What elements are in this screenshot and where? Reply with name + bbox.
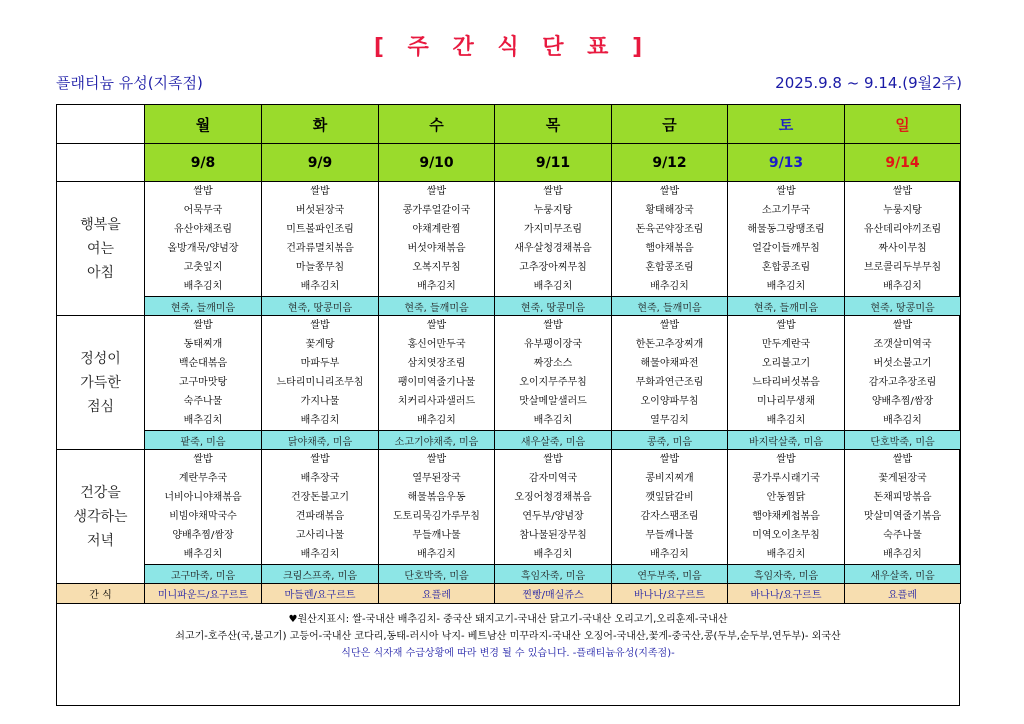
- weekly-menu-table: [56, 104, 961, 604]
- date-cell: 9/8: [145, 144, 262, 182]
- porridge-cell: 현죽, 들깨미음: [728, 297, 845, 316]
- dish-item: 배추김치: [766, 281, 806, 292]
- lunch-label-line: 가득한: [80, 374, 121, 391]
- porridge-cell: 고구마죽, 미음: [145, 565, 262, 584]
- dish-item: 삼치엿장조림: [407, 358, 466, 369]
- breakfast-menu-cell: [145, 182, 262, 297]
- dish-item: 가지미무조림: [524, 224, 582, 235]
- dish-item: 만두계란국: [761, 339, 811, 350]
- dish-item: 쌀밥: [426, 320, 447, 331]
- porridge-cell: 닭야채죽, 미음: [262, 431, 379, 450]
- dish-item: 배추김치: [417, 281, 456, 292]
- dish-item: 배추김치: [883, 415, 922, 426]
- dish-item: 백순대볶음: [178, 358, 228, 369]
- dish-item: 배추김치: [883, 281, 922, 292]
- porridge-cell: 현죽, 들깨미음: [612, 297, 728, 316]
- dish-item: 쌀밥: [892, 320, 913, 331]
- snack-label-cell: 간 식: [57, 584, 145, 604]
- dish-item: 쌀밥: [310, 320, 330, 331]
- dish-item: 쌀밥: [892, 186, 913, 197]
- dish-item: 쌀밥: [310, 454, 330, 465]
- menu-period: 2025.9.8 ~ 9.14.(9월2주): [775, 74, 962, 92]
- dish-item: 햄야채케첩볶음: [752, 511, 820, 522]
- dish-item: 쌀밥: [543, 186, 563, 197]
- dish-item: 조갯살미역국: [873, 339, 932, 350]
- date-corner-cell: [57, 144, 145, 182]
- dish-item: 홍신어만두국: [407, 339, 466, 350]
- header-corner-cell: [57, 105, 145, 144]
- dish-item: 짜장소스: [533, 358, 573, 369]
- lunch-menu-cell: [612, 316, 728, 431]
- dish-item: 어묵무국: [183, 205, 223, 216]
- dish-item: 돈채피망볶음: [873, 492, 932, 503]
- day-header-row: [57, 105, 961, 144]
- dish-item: 배추김치: [883, 549, 922, 560]
- date-cell: 9/11: [495, 144, 612, 182]
- dish-item: 누룽지탕: [533, 205, 573, 216]
- dish-item: 도토리묵김가루무침: [393, 511, 480, 522]
- dinner-menu-cell: [145, 450, 262, 565]
- dish-item: 쌀밥: [543, 320, 563, 331]
- lunch-menu-cell: [845, 316, 961, 431]
- dish-item: 버섯된장국: [295, 205, 345, 216]
- day-name-cell: 금: [612, 105, 728, 144]
- dish-item: 건과류멸치볶음: [286, 243, 354, 254]
- dish-item: 감자미역국: [528, 473, 578, 484]
- dish-item: 해물동그랑땡조림: [747, 224, 825, 235]
- dish-item: 쌀밥: [659, 186, 680, 197]
- breakfast-menu-cell: [262, 182, 379, 297]
- porridge-cell: 현죽, 들깨미음: [145, 297, 262, 316]
- porridge-cell: 새우살죽, 미음: [495, 431, 612, 450]
- dish-item: 숙주나물: [883, 530, 922, 541]
- porridge-cell: 소고기야채죽, 미음: [379, 431, 495, 450]
- dish-item: 참나물된장무침: [519, 530, 587, 541]
- dish-item: 쌀밥: [892, 454, 913, 465]
- date-row: [57, 144, 961, 182]
- date-cell: 9/9: [262, 144, 379, 182]
- porridge-cell: 현죽, 땅콩미음: [845, 297, 961, 316]
- dinner-menu-cell: [379, 450, 495, 565]
- dish-item: 쌀밥: [193, 320, 213, 331]
- dish-item: 쌀밥: [543, 454, 563, 465]
- porridge-cell: 크림스프죽, 미음: [262, 565, 379, 584]
- lunch-menu-cell: [379, 316, 495, 431]
- snack-cell: 마들렌/요구르트: [262, 584, 379, 604]
- dinner-menu-cell: [495, 450, 612, 565]
- snack-cell: 요플레: [845, 584, 961, 604]
- dish-item: 배추김치: [533, 281, 573, 292]
- date-cell: 9/12: [612, 144, 728, 182]
- notes-section: [56, 608, 960, 662]
- dish-item: 얼갈이들깨무침: [752, 243, 820, 254]
- store-name: 플래티늄 유성(지족점): [56, 74, 203, 92]
- dish-item: 해물볶음우동: [407, 492, 466, 503]
- dish-item: 오이지무주무침: [519, 377, 587, 388]
- dish-item: 무들깨나물: [412, 530, 461, 541]
- dish-item: 햄야채볶음: [645, 243, 694, 254]
- origin-note-line2: 쇠고기-호주산(국,불고기) 고등어-국내산 코다리,동태-러시아 낙지- 베트남산 미꾸라지-국내산 오징어-국내산,꽃게-중국산,콩(두부,순두부,연두부)- 외국산: [175, 631, 841, 642]
- dish-item: 느타리미니리조무침: [276, 377, 364, 388]
- snack-row: [57, 584, 961, 604]
- dish-item: 배추김치: [650, 281, 689, 292]
- dish-item: 고구마맛탕: [178, 377, 228, 388]
- day-name-cell: 일: [845, 105, 961, 144]
- dinner-menu-cell: [728, 450, 845, 565]
- dish-item: 고추장아찌무침: [519, 262, 587, 273]
- date-cell: 9/14: [845, 144, 961, 182]
- dish-item: 유산야채조림: [174, 224, 232, 235]
- dish-item: 유산데리야끼조림: [863, 224, 942, 235]
- dish-item: 느타리버섯볶음: [752, 377, 820, 388]
- breakfast-label-cell: [57, 182, 145, 316]
- dinner-label-line: 건강을: [80, 484, 121, 501]
- breakfast-menu-cell: [728, 182, 845, 297]
- breakfast-menu-cell: [495, 182, 612, 297]
- lunch-porridge-row: [57, 431, 961, 450]
- dish-item: 콩가루얼갈이국: [402, 205, 471, 216]
- dish-item: 미트볼파인조림: [286, 224, 354, 235]
- dish-item: 오이양파무침: [640, 396, 699, 407]
- dish-item: 무화과연근조림: [635, 377, 704, 388]
- dish-item: 브로콜리두부무침: [863, 262, 942, 273]
- dish-item: 올방개묵/양념장: [167, 243, 239, 254]
- dish-item: 감자스팸조림: [640, 511, 699, 522]
- dish-item: 쌀밥: [310, 186, 330, 197]
- snack-cell: 바나나/요구르트: [728, 584, 845, 604]
- dish-item: 배추김치: [183, 415, 223, 426]
- porridge-cell: 단호박죽, 미음: [379, 565, 495, 584]
- day-name-cell: 화: [262, 105, 379, 144]
- dish-item: 쌀밥: [659, 454, 680, 465]
- dish-item: 쌀밥: [193, 186, 213, 197]
- dish-item: 마늘쫑무침: [295, 262, 345, 273]
- porridge-cell: 흑임자죽, 미음: [495, 565, 612, 584]
- dinner-menu-cell: [612, 450, 728, 565]
- dish-item: 맛살메알샐러드: [519, 396, 587, 407]
- dish-item: 돈육곤약장조림: [635, 224, 704, 235]
- dinner-menu-cell: [262, 450, 379, 565]
- page-title: [ 주 간 식 단 표 ]: [373, 35, 651, 60]
- lunch-menu-cell: [728, 316, 845, 431]
- origin-note-line1: ♥원산지표시: 쌀-국내산 배추김치- 중국산 돼지고기-국내산 닭고기-국내산 오리고기,오리훈제-국내산: [288, 614, 728, 625]
- dish-item: 쌀밥: [776, 320, 796, 331]
- dinner-dishes-row: [57, 450, 961, 565]
- dish-item: 안동찜닭: [766, 492, 806, 503]
- snack-cell: 요플레: [379, 584, 495, 604]
- dish-item: 고춧잎지: [183, 262, 223, 273]
- dish-item: 가지나물: [300, 396, 340, 407]
- dish-item: 새우살청경채볶음: [514, 243, 592, 254]
- porridge-cell: 콩죽, 미음: [612, 431, 728, 450]
- dish-item: 비빔야채막국수: [169, 511, 237, 522]
- dish-item: 황태해장국: [645, 205, 694, 216]
- dish-item: 배추김치: [650, 549, 689, 560]
- dish-item: 버섯야채볶음: [407, 243, 466, 254]
- dish-item: 열무된장국: [412, 473, 461, 484]
- breakfast-menu-cell: [612, 182, 728, 297]
- lunch-menu-cell: [495, 316, 612, 431]
- dish-item: 배추김치: [417, 549, 456, 560]
- dish-item: 고사리나물: [295, 530, 345, 541]
- dinner-label-line: 생각하는: [73, 508, 128, 525]
- day-name-cell: 목: [495, 105, 612, 144]
- day-name-cell: 수: [379, 105, 495, 144]
- lunch-menu-cell: [145, 316, 262, 431]
- dish-item: 건장돈불고기: [291, 492, 349, 503]
- dish-item: 치커리사과샐러드: [397, 396, 476, 407]
- porridge-cell: 새우살죽, 미음: [845, 565, 961, 584]
- dinner-porridge-row: [57, 565, 961, 584]
- dish-item: 깻잎닭갈비: [645, 492, 694, 503]
- dish-item: 야채계란찜: [412, 224, 461, 235]
- dish-item: 쌀밥: [776, 186, 796, 197]
- dish-item: 견파래볶음: [295, 511, 345, 522]
- dinner-label-cell: [57, 450, 145, 584]
- dish-item: 누룽지탕: [883, 205, 922, 216]
- dish-item: 팽이미역줄기나물: [397, 377, 476, 388]
- dish-item: 꽃게탕: [305, 339, 335, 350]
- porridge-cell: 흑임자죽, 미음: [728, 565, 845, 584]
- breakfast-dishes-row: [57, 182, 961, 297]
- porridge-cell: 현죽, 땅콩미음: [262, 297, 379, 316]
- menu-change-notice: 식단은 식자재 수급상황에 따라 변경 될 수 있습니다. -플래티늄유성(지족점)-: [341, 648, 675, 659]
- lunch-menu-cell: [262, 316, 379, 431]
- dish-item: 혼합콩조림: [761, 262, 811, 273]
- dinner-menu-cell: [845, 450, 961, 565]
- dish-item: 쌀밥: [776, 454, 796, 465]
- dish-item: 유부팽이장국: [524, 339, 582, 350]
- porridge-cell: 단호박죽, 미음: [845, 431, 961, 450]
- lunch-dishes-row: [57, 316, 961, 431]
- breakfast-label-line: 여는: [86, 240, 115, 257]
- dish-item: 쌀밥: [659, 320, 680, 331]
- date-cell: 9/10: [379, 144, 495, 182]
- dish-item: 배추김치: [300, 281, 340, 292]
- dish-item: 숙주나물: [183, 396, 223, 407]
- dish-item: 너비아니야채볶음: [164, 492, 242, 503]
- dish-item: 콩가루시래기국: [752, 473, 820, 484]
- dish-item: 배추김치: [533, 415, 573, 426]
- snack-cell: 미니파운드/요구르트: [145, 584, 262, 604]
- dish-item: 마파두부: [300, 358, 340, 369]
- day-name-cell: 월: [145, 105, 262, 144]
- dish-item: 배추김치: [183, 281, 223, 292]
- dish-item: 쌀밥: [426, 454, 447, 465]
- dish-item: 양배추찜/쌈장: [871, 396, 934, 407]
- dish-item: 동태찌개: [183, 339, 223, 350]
- snack-cell: 찐빵/매실쥬스: [495, 584, 612, 604]
- day-name-cell: 토: [728, 105, 845, 144]
- dish-item: 배추김치: [417, 415, 456, 426]
- breakfast-label-line: 아침: [86, 264, 115, 281]
- dish-item: 오리불고기: [761, 358, 811, 369]
- dish-item: 오징어청경채볶음: [514, 492, 592, 503]
- dish-item: 콩비지찌개: [645, 473, 694, 484]
- snack-cell: 바나나/요구르트: [612, 584, 728, 604]
- dish-item: 해물야채파전: [640, 358, 699, 369]
- dish-item: 소고기무국: [761, 205, 811, 216]
- lunch-label-cell: [57, 316, 145, 450]
- dish-item: 배추김치: [300, 415, 340, 426]
- dish-item: 연두부/양념장: [522, 511, 584, 522]
- porridge-cell: 팥죽, 미음: [145, 431, 262, 450]
- dish-item: 혼합콩조림: [645, 262, 694, 273]
- breakfast-label-line: 행복을: [80, 216, 121, 233]
- breakfast-porridge-row: [57, 297, 961, 316]
- lunch-label-line: 점심: [86, 398, 115, 415]
- dish-item: 무들깨나물: [645, 530, 694, 541]
- dish-item: 한돈고추장찌개: [635, 339, 704, 350]
- dish-item: 배추장국: [300, 473, 340, 484]
- dish-item: 오복지무침: [412, 262, 461, 273]
- dish-item: 배추김치: [533, 549, 573, 560]
- porridge-cell: 현죽, 땅콩미음: [495, 297, 612, 316]
- dish-item: 맛살미역줄기볶음: [863, 511, 942, 522]
- dish-item: 배추김치: [183, 549, 223, 560]
- porridge-cell: 바지락살죽, 미음: [728, 431, 845, 450]
- breakfast-menu-cell: [845, 182, 961, 297]
- dish-item: 짜사이무침: [878, 243, 927, 254]
- dish-item: 배추김치: [766, 549, 806, 560]
- dish-item: 버섯소불고기: [873, 358, 932, 369]
- breakfast-menu-cell: [379, 182, 495, 297]
- dish-item: 배추김치: [766, 415, 806, 426]
- dinner-label-line: 저녁: [86, 532, 115, 549]
- dish-item: 열무김치: [650, 415, 689, 426]
- lunch-label-line: 정성이: [80, 350, 121, 367]
- dish-item: 꽃게된장국: [878, 473, 927, 484]
- dish-item: 쌀밥: [193, 454, 213, 465]
- dish-item: 미나리무생채: [757, 396, 815, 407]
- porridge-cell: 현죽, 들깨미음: [379, 297, 495, 316]
- dish-item: 계란무추국: [178, 473, 228, 484]
- date-cell: 9/13: [728, 144, 845, 182]
- dish-item: 배추김치: [300, 549, 340, 560]
- porridge-cell: 연두부죽, 미음: [612, 565, 728, 584]
- dish-item: 양배추찜/쌈장: [172, 530, 234, 541]
- dish-item: 감자고추장조림: [868, 377, 937, 388]
- dish-item: 미역오이초무침: [752, 530, 820, 541]
- dish-item: 쌀밥: [426, 186, 447, 197]
